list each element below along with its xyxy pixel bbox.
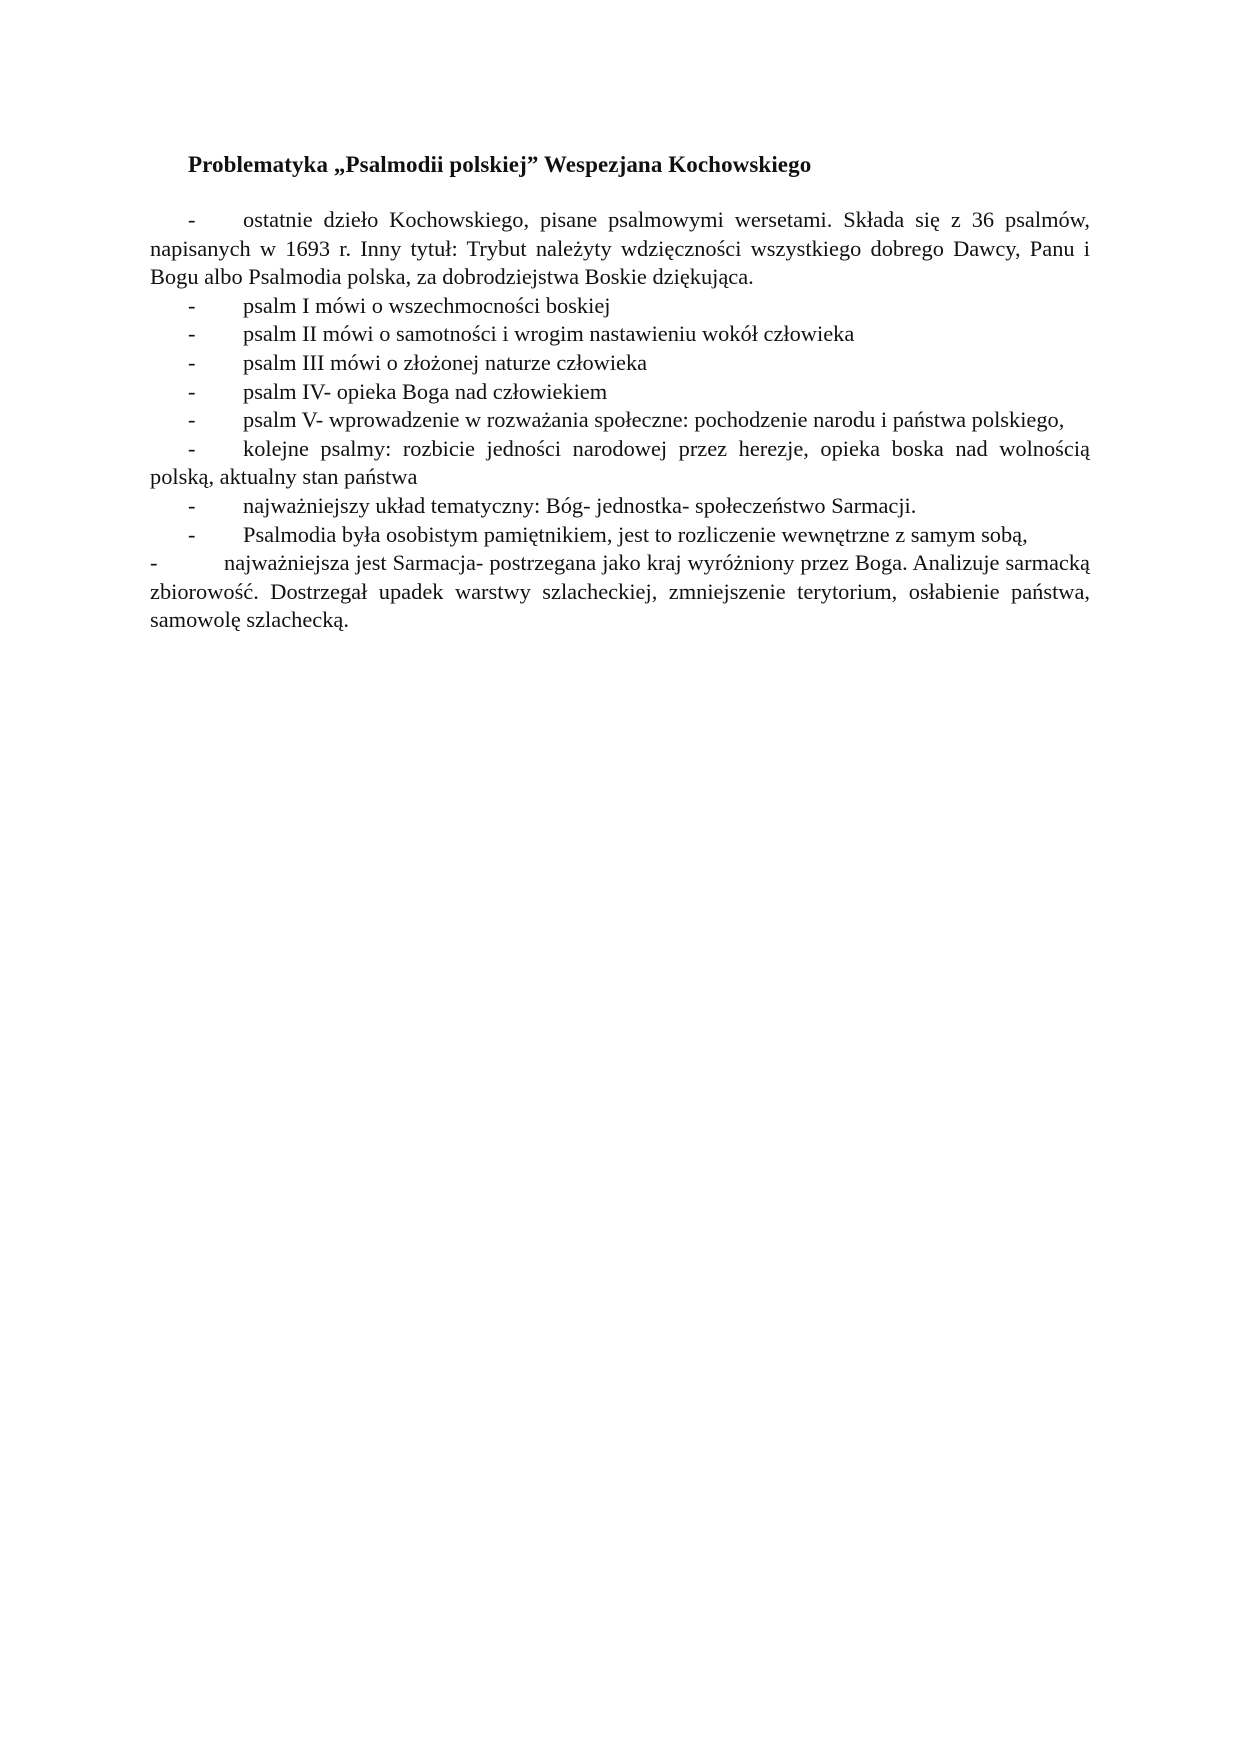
bullet-dash: -	[188, 378, 196, 404]
list-item	[150, 435, 1090, 492]
list-item	[150, 320, 1090, 349]
bullet-dash: -	[188, 321, 196, 347]
list-item-text: psalm III mówi o złożonej naturze człowieka	[243, 349, 648, 375]
list-item	[150, 292, 1090, 321]
list-item-text: Psalmodia była osobistym pamiętnikiem, jest to rozliczenie wewnętrzne z samym sobą,	[243, 521, 1028, 547]
list-item-text: psalm V- wprowadzenie w rozważania społeczne: pochodzenie narodu i państwa polskiego,	[243, 407, 1065, 433]
list-item	[150, 406, 1090, 435]
bullet-dash: -	[188, 407, 196, 433]
list-item-text: najważniejszy układ tematyczny: Bóg- jednostka- społeczeństwo Sarmacji.	[243, 492, 917, 518]
list-item	[150, 349, 1090, 378]
list-item-text: psalm II mówi o samotności i wrogim nastawieniu wokół człowieka	[243, 321, 855, 347]
list-item-text: kolejne psalmy: rozbicie jedności narodowej przez herezje, opieka boska nad wolnością polską, aktualny stan państwa	[150, 435, 1090, 490]
list-item	[150, 378, 1090, 407]
list-item	[150, 206, 1090, 292]
list-item	[150, 549, 1090, 635]
list-item-text: ostatnie dzieło Kochowskiego, pisane psalmowymi wersetami. Składa się z 36 psalmów, napisanych w 1693 r. Inny tytuł: Trybut należyty wdzięczności wszystkiego dobrego Dawcy, Panu i Bogu albo Psalmodia polska, za dobrodziejstwa Boskie dziękująca.	[150, 207, 1090, 290]
list-item	[150, 521, 1090, 550]
bullet-dash: -	[188, 349, 196, 375]
document-title: Problematyka „Psalmodii polskiej” Wespezjana Kochowskiego	[188, 152, 812, 177]
bullet-dash: -	[150, 550, 158, 576]
list-item-text: psalm I mówi o wszechmocności boskiej	[243, 292, 611, 318]
bullet-dash: -	[188, 521, 196, 547]
list-item-text: najważniejsza jest Sarmacja- postrzegana jako kraj wyróżniony przez Boga. Analizuje sarmacką zbiorowość. Dostrzegał upadek warstwy szlacheckiej, zmniejszenie terytorium, osłabienie państwa, samowolę szlachecką.	[150, 550, 1090, 633]
bullet-dash: -	[188, 492, 196, 518]
bullet-dash: -	[188, 207, 196, 232]
bullet-dash: -	[188, 292, 196, 318]
bullet-list	[150, 206, 1090, 635]
bullet-dash: -	[188, 435, 196, 461]
list-item	[150, 492, 1090, 521]
list-item-text: psalm IV- opieka Boga nad człowiekiem	[243, 378, 608, 404]
